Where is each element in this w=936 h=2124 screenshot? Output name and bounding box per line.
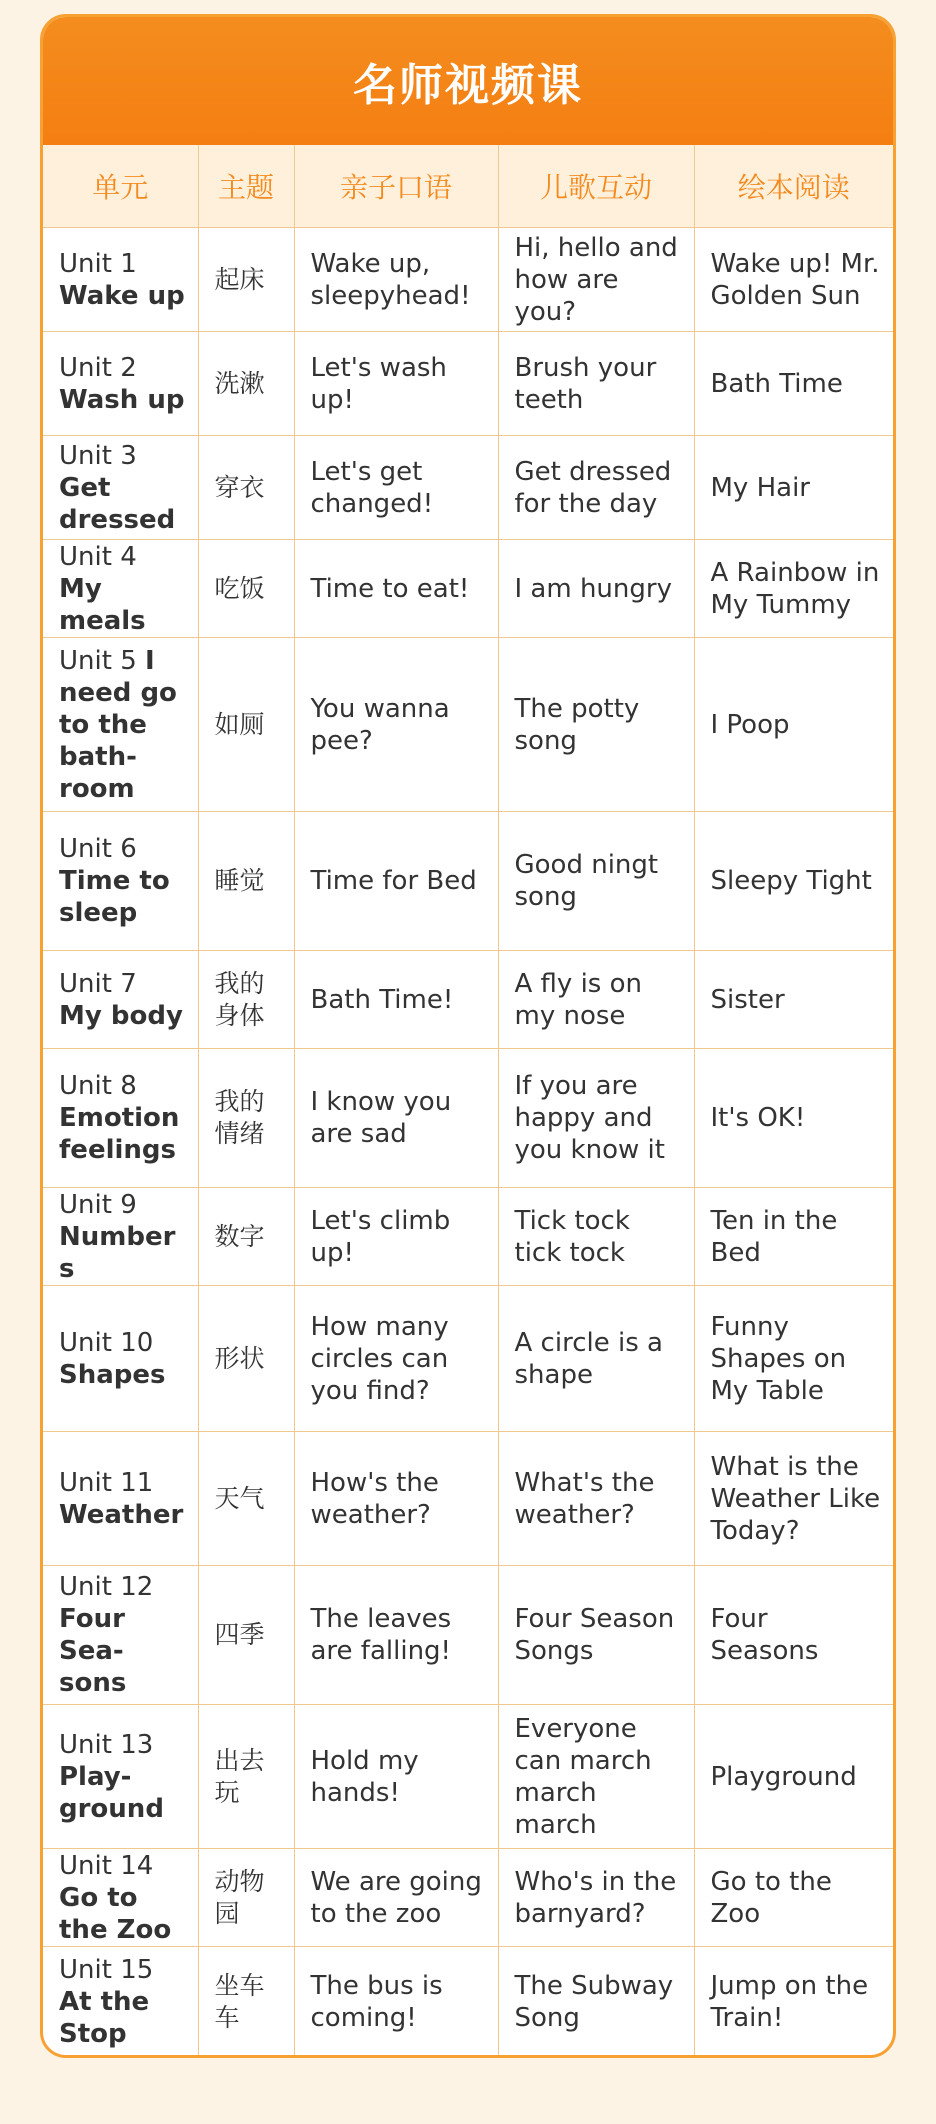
- speaking-cell: You wanna pee?: [294, 638, 498, 812]
- topic-cell: 吃饭: [198, 540, 294, 638]
- table-row: [43, 1049, 893, 1188]
- song-cell: Who's in the barnyard?: [498, 1849, 694, 1947]
- unit-cell: [43, 1849, 198, 1947]
- course-table: [43, 145, 893, 2058]
- unit-number: Unit 1: [59, 248, 137, 279]
- table-row: [43, 1188, 893, 1286]
- unit-name: Wash up: [59, 384, 185, 415]
- unit-number: Unit 10: [59, 1327, 154, 1358]
- topic-cell: 四季: [198, 1566, 294, 1705]
- table-row: [43, 1566, 893, 1705]
- topic-cell: 坐车车: [198, 1947, 294, 2058]
- topic-cell: 洗漱: [198, 332, 294, 436]
- unit-cell: [43, 228, 198, 332]
- unit-number: Unit 11: [59, 1467, 154, 1498]
- header-unit: 单元: [43, 145, 198, 228]
- song-cell: If you are happy and you know it: [498, 1049, 694, 1188]
- speaking-cell: Wake up, sleepyhead!: [294, 228, 498, 332]
- header-speaking: 亲子口语: [294, 145, 498, 228]
- unit-name: Numbers: [59, 1221, 176, 1284]
- speaking-cell: How's the weather?: [294, 1432, 498, 1566]
- speaking-cell: Let's climb up!: [294, 1188, 498, 1286]
- table-row: [43, 1947, 893, 2058]
- unit-cell: [43, 1188, 198, 1286]
- book-cell: Wake up! Mr. Golden Sun: [694, 228, 893, 332]
- unit-name: Time to sleep: [59, 866, 170, 928]
- speaking-cell: Let's get changed!: [294, 436, 498, 540]
- book-cell: A Rainbow in My Tummy: [694, 540, 893, 638]
- book-cell: Four Seasons: [694, 1566, 893, 1705]
- unit-name: Get dressed: [59, 472, 176, 535]
- unit-cell: [43, 540, 198, 638]
- topic-cell: 形状: [198, 1286, 294, 1432]
- topic-cell: 天气: [198, 1432, 294, 1566]
- unit-cell: [43, 1705, 198, 1849]
- topic-cell: 如厕: [198, 638, 294, 812]
- unit-number: Unit 6: [59, 834, 137, 864]
- song-cell: Good ningt song: [498, 812, 694, 951]
- unit-cell: [43, 436, 198, 540]
- unit-cell: [43, 332, 198, 436]
- unit-name: My meals: [59, 573, 146, 636]
- speaking-cell: We are going to the zoo: [294, 1849, 498, 1947]
- unit-cell: [43, 1432, 198, 1566]
- header-topic: 主题: [198, 145, 294, 228]
- unit-cell: [43, 951, 198, 1049]
- unit-cell: [43, 1049, 198, 1188]
- header-song: 儿歌互动: [498, 145, 694, 228]
- book-cell: It's OK!: [694, 1049, 893, 1188]
- table-row: [43, 1849, 893, 1947]
- speaking-cell: Hold my hands!: [294, 1705, 498, 1849]
- book-cell: Sister: [694, 951, 893, 1049]
- unit-name: Shapes: [59, 1359, 166, 1390]
- table-body: [43, 228, 893, 2058]
- topic-cell: 动物园: [198, 1849, 294, 1947]
- unit-cell: [43, 812, 198, 951]
- unit-cell: [43, 1947, 198, 2058]
- book-cell: Go to the Zoo: [694, 1849, 893, 1947]
- book-cell: Ten in the Bed: [694, 1188, 893, 1286]
- unit-number: Unit 3: [59, 440, 137, 471]
- song-cell: I am hungry: [498, 540, 694, 638]
- unit-number: Unit 5: [59, 645, 137, 676]
- topic-cell: 出去玩: [198, 1705, 294, 1849]
- speaking-cell: I know you are sad: [294, 1049, 498, 1188]
- unit-name: I need go to the bath-room: [59, 645, 177, 804]
- song-cell: Hi, hello and how are you?: [498, 228, 694, 332]
- course-card: [40, 14, 896, 2058]
- page-title: 名师视频课: [43, 17, 893, 145]
- unit-number: Unit 12: [59, 1572, 154, 1602]
- song-cell: Get dressed for the day: [498, 436, 694, 540]
- book-cell: My Hair: [694, 436, 893, 540]
- unit-name: At the Stop: [59, 1987, 150, 2049]
- unit-number: Unit 13: [59, 1729, 154, 1760]
- unit-name: Wake up: [59, 280, 185, 311]
- unit-name: Weather: [59, 1499, 184, 1530]
- table-row: [43, 228, 893, 332]
- unit-cell: [43, 1286, 198, 1432]
- unit-name: Go to the Zoo: [59, 1882, 172, 1945]
- header-book: 绘本阅读: [694, 145, 893, 228]
- book-cell: What is the Weather Like Today?: [694, 1432, 893, 1566]
- song-cell: Tick tock tick tock: [498, 1188, 694, 1286]
- song-cell: The potty song: [498, 638, 694, 812]
- speaking-cell: The leaves are falling!: [294, 1566, 498, 1705]
- unit-cell: [43, 1566, 198, 1705]
- unit-name: Play-ground: [59, 1761, 164, 1824]
- song-cell: Everyone can march march march: [498, 1705, 694, 1849]
- unit-name: Four Sea-sons: [59, 1604, 127, 1698]
- table-row: [43, 1286, 893, 1432]
- unit-cell: [43, 638, 198, 812]
- topic-cell: 数字: [198, 1188, 294, 1286]
- book-cell: Playground: [694, 1705, 893, 1849]
- table-row: [43, 332, 893, 436]
- topic-cell: 我的情绪: [198, 1049, 294, 1188]
- book-cell: Jump on the Train!: [694, 1947, 893, 2058]
- song-cell: A circle is a shape: [498, 1286, 694, 1432]
- song-cell: Brush your teeth: [498, 332, 694, 436]
- song-cell: Four Season Songs: [498, 1566, 694, 1705]
- song-cell: What's the weather?: [498, 1432, 694, 1566]
- table-row: [43, 812, 893, 951]
- table-row: [43, 1705, 893, 1849]
- table-row: [43, 1432, 893, 1566]
- topic-cell: 穿衣: [198, 436, 294, 540]
- unit-name: Emotion feelings: [59, 1103, 180, 1165]
- song-cell: A fly is on my nose: [498, 951, 694, 1049]
- topic-cell: 起床: [198, 228, 294, 332]
- song-cell: The Subway Song: [498, 1947, 694, 2058]
- unit-number: Unit 7: [59, 968, 137, 999]
- book-cell: Bath Time: [694, 332, 893, 436]
- header-row: [43, 145, 893, 228]
- table-row: [43, 951, 893, 1049]
- unit-number: Unit 2: [59, 352, 137, 383]
- topic-cell: 睡觉: [198, 812, 294, 951]
- unit-number: Unit 14: [59, 1850, 154, 1881]
- speaking-cell: Time to eat!: [294, 540, 498, 638]
- book-cell: Funny Shapes on My Table: [694, 1286, 893, 1432]
- speaking-cell: Time for Bed: [294, 812, 498, 951]
- topic-cell: 我的身体: [198, 951, 294, 1049]
- unit-number: Unit 9: [59, 1189, 137, 1220]
- unit-number: Unit 8: [59, 1071, 137, 1101]
- unit-number: Unit 4: [59, 541, 137, 572]
- unit-number: Unit 15: [59, 1955, 154, 1985]
- speaking-cell: Let's wash up!: [294, 332, 498, 436]
- table-row: [43, 540, 893, 638]
- unit-name: My body: [59, 1000, 183, 1031]
- speaking-cell: Bath Time!: [294, 951, 498, 1049]
- table-row: [43, 638, 893, 812]
- speaking-cell: How many circles can you find?: [294, 1286, 498, 1432]
- table-row: [43, 436, 893, 540]
- speaking-cell: The bus is coming!: [294, 1947, 498, 2058]
- book-cell: Sleepy Tight: [694, 812, 893, 951]
- book-cell: I Poop: [694, 638, 893, 812]
